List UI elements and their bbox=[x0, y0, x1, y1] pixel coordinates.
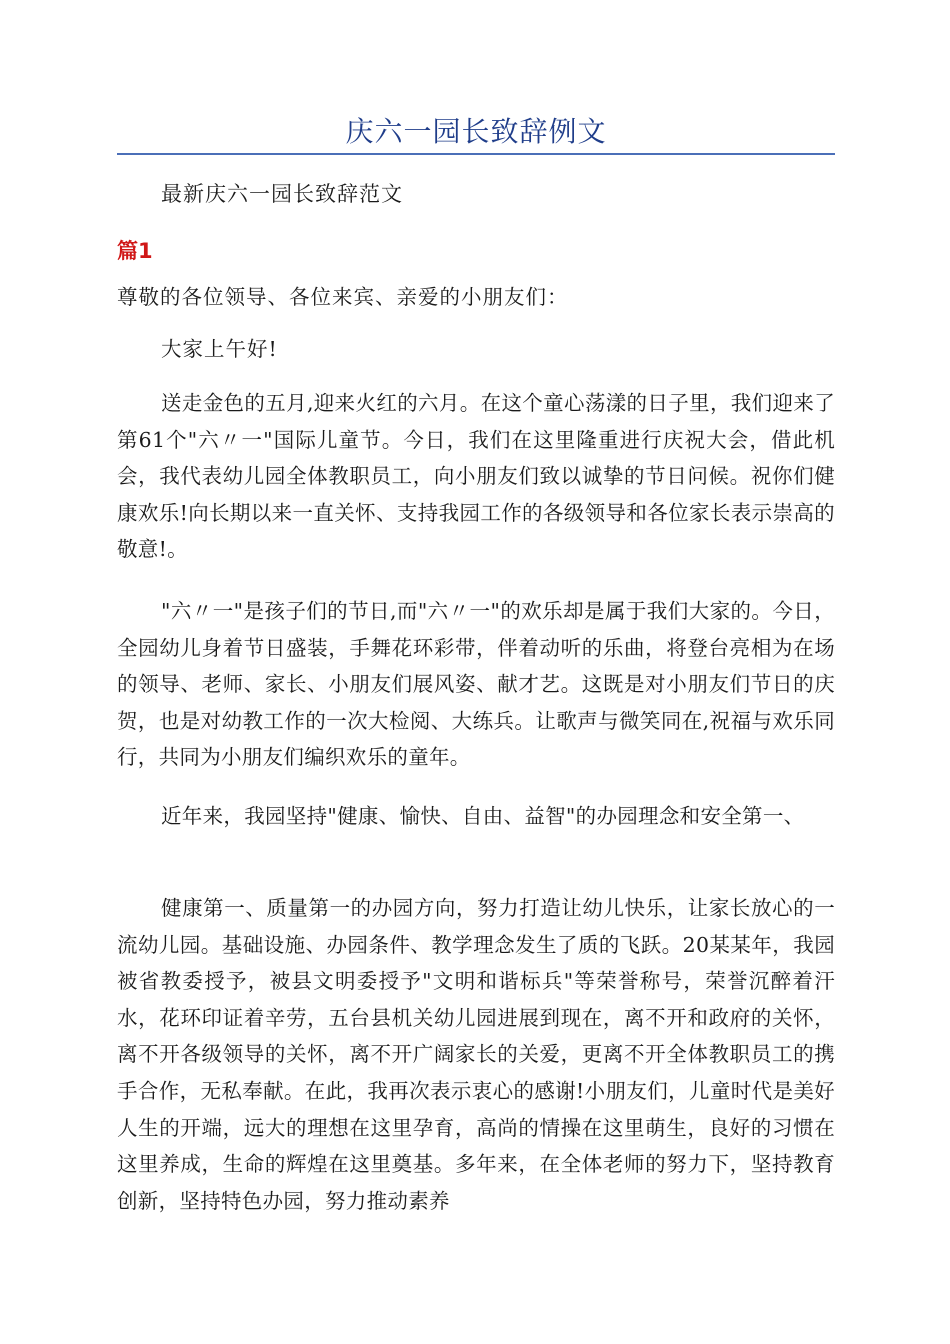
document-title: 庆六一园长致辞例文 bbox=[345, 115, 607, 148]
salutation: 尊敬的各位领导、各位来宾、亲爱的小朋友们： bbox=[117, 285, 569, 309]
paragraph: 健康第一、质量第一的办园方向，努力打造让幼儿快乐，让家长放心的一流幼儿园。基础设施、办园条件、教学理念发生了质的飞跃。20某某年，我园被省教委授予，被县文明委授予"文明和谐标兵"等荣誉称号，荣誉沉醉着汗水，花环印证着辛劳，五台县机关幼儿园进展到现在，离不开和政府的关怀，离不开各级领导的关怀，离不开广阔家长的关爱，更离不开全体教职员工的携手合作，无私奉献。在此，我再次表示衷心的感谢!小朋友们，儿童时代是美好人生的开端，远大的理想在这里孕育，高尚的情操在这里萌生，良好的习惯在这里养成，生命的辉煌在这里奠基。多年来，在全体老师的努力下，坚持教育创新，坚持特色办园，努力推动素养 bbox=[117, 896, 835, 1213]
greeting: 大家上午好! bbox=[161, 337, 278, 361]
paragraph: "六〃一"是孩子们的节日,而"六〃一"的欢乐却是属于我们大家的。今日，全园幼儿身着节日盛装，手舞花环彩带，伴着动听的乐曲，将登台亮相为在场的领导、老师、家长、小朋友们展风姿、献才艺。这既是对小朋友们节日的庆贺，也是对幼教工作的一次大检阅、大练兵。让歌声与微笑同在,祝福与欢乐同行，共同为小朋友们编织欢乐的童年。 bbox=[117, 599, 835, 770]
section-heading: 篇1 bbox=[117, 239, 153, 263]
paragraph: 送走金色的五月,迎来火红的六月。在这个童心荡漾的日子里，我们迎来了第61个"六〃一"国际儿童节。今日，我们在这里隆重进行庆祝大会，借此机会，我代表幼儿园全体教职员工，向小朋友们致以诚挚的节日问候。祝你们健康欢乐!向长期以来一直关怀、支持我园工作的各级领导和各位家长表示崇高的敬意!。 bbox=[117, 391, 835, 562]
paragraph: 近年来，我园坚持"健康、愉快、自由、益智"的办园理念和安全第一、 bbox=[161, 804, 805, 828]
document-subtitle: 最新庆六一园长致辞范文 bbox=[161, 182, 403, 206]
title-underline bbox=[117, 153, 835, 155]
